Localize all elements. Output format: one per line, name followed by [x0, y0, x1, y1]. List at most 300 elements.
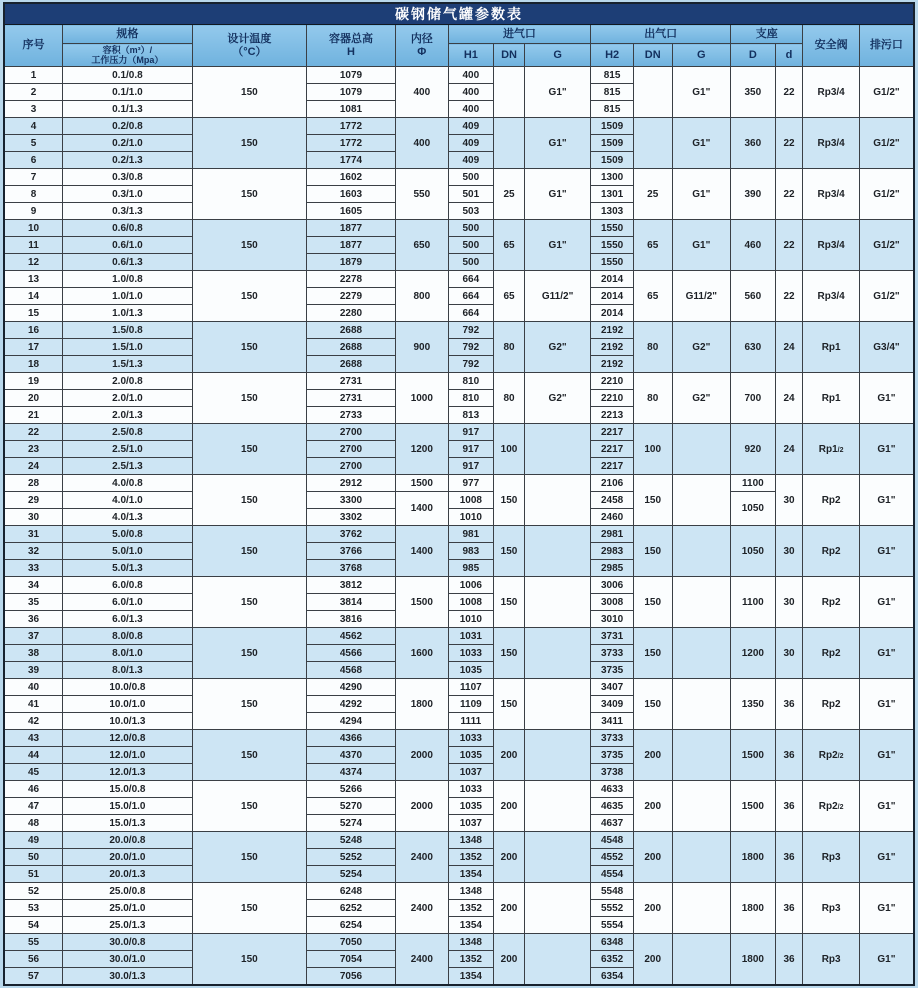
cell-dn-outlet: 150 — [633, 526, 672, 577]
cell-spec: 8.0/1.0 — [63, 645, 193, 662]
cell-h2: 2213 — [591, 407, 634, 424]
cell-design-temp: 150 — [192, 373, 306, 424]
cell-support-d-big: 390 — [731, 169, 776, 220]
cell-h2: 2981 — [591, 526, 634, 543]
cell-seq: 50 — [4, 849, 63, 866]
cell-h1: 917 — [448, 424, 494, 441]
table-row — [4, 730, 914, 747]
cell-h2: 3010 — [591, 611, 634, 628]
cell-spec: 12.0/0.8 — [63, 730, 193, 747]
cell-drain: G1" — [859, 679, 914, 730]
cell-inner-diameter: 1000 — [396, 373, 449, 424]
cell-drain: G1/2" — [859, 118, 914, 169]
cell-g-outlet: G1" — [672, 169, 731, 220]
table-row — [4, 169, 914, 186]
cell-dn-inlet — [494, 67, 525, 118]
cell-h2: 4635 — [591, 798, 634, 815]
cell-total-height: 5248 — [306, 832, 395, 849]
cell-seq: 46 — [4, 781, 63, 798]
safety-valve-main: Rp2 — [821, 647, 841, 659]
cell-inner-diameter: 1500 — [396, 577, 449, 628]
cell-total-height: 6248 — [306, 883, 395, 900]
cell-h1: 400 — [448, 101, 494, 118]
cell-g-outlet — [672, 526, 731, 577]
cell-seq: 31 — [4, 526, 63, 543]
cell-seq: 53 — [4, 900, 63, 917]
cell-total-height: 1879 — [306, 254, 395, 271]
cell-total-height: 2280 — [306, 305, 395, 322]
col-header-drain: 排污口 — [859, 25, 914, 67]
cell-seq: 21 — [4, 407, 63, 424]
cell-drain: G1" — [859, 424, 914, 475]
cell-drain: G1/2" — [859, 220, 914, 271]
cell-h1: 1348 — [448, 832, 494, 849]
cell-safety-valve — [803, 67, 860, 118]
col-header-temp-line2: （°C） — [232, 45, 267, 58]
cell-inner-diameter: 2400 — [396, 934, 449, 986]
cell-support-d-big: 1800 — [731, 883, 776, 934]
cell-total-height: 6254 — [306, 917, 395, 934]
cell-h2: 1300 — [591, 169, 634, 186]
cell-seq: 45 — [4, 764, 63, 781]
cell-spec: 0.1/1.3 — [63, 101, 193, 118]
cell-total-height: 4292 — [306, 696, 395, 713]
cell-h1: 917 — [448, 441, 494, 458]
safety-valve-main: Rp2 — [821, 698, 841, 710]
safety-valve-main: Rp2 — [818, 800, 838, 812]
cell-total-height: 2700 — [306, 424, 395, 441]
cell-g-outlet: G1" — [672, 220, 731, 271]
cell-h2: 1550 — [591, 237, 634, 254]
col-header-dn-outlet: DN — [633, 44, 672, 67]
col-header-height-line2: H — [347, 45, 355, 58]
cell-dn-inlet: 200 — [494, 730, 525, 781]
cell-spec: 10.0/1.3 — [63, 713, 193, 730]
cell-support-d-small: 36 — [775, 730, 803, 781]
cell-g-outlet — [672, 475, 731, 526]
cell-total-height: 1079 — [306, 67, 395, 84]
cell-h1: 1107 — [448, 679, 494, 696]
cell-seq: 35 — [4, 594, 63, 611]
cell-h2: 3411 — [591, 713, 634, 730]
cell-seq: 41 — [4, 696, 63, 713]
cell-support-d-big: 1100 — [731, 577, 776, 628]
cell-h1: 1352 — [448, 849, 494, 866]
cell-spec: 0.6/1.0 — [63, 237, 193, 254]
cell-support-d-small: 36 — [775, 781, 803, 832]
cell-total-height: 2731 — [306, 373, 395, 390]
cell-total-height: 1772 — [306, 118, 395, 135]
cell-h2: 4554 — [591, 866, 634, 883]
cell-total-height: 2700 — [306, 458, 395, 475]
cell-total-height: 2700 — [306, 441, 395, 458]
cell-support-d-small: 24 — [775, 424, 803, 475]
col-header-total-height — [306, 25, 395, 67]
cell-design-temp: 150 — [192, 628, 306, 679]
cell-h2: 2217 — [591, 424, 634, 441]
cell-total-height: 4374 — [306, 764, 395, 781]
cell-dn-outlet: 150 — [633, 475, 672, 526]
cell-dn-outlet: 65 — [633, 271, 672, 322]
cell-dn-outlet: 150 — [633, 577, 672, 628]
cell-g-outlet — [672, 883, 731, 934]
cell-h2: 2460 — [591, 509, 634, 526]
cell-h1: 1037 — [448, 764, 494, 781]
cell-design-temp: 150 — [192, 322, 306, 373]
cell-seq: 34 — [4, 577, 63, 594]
cell-total-height: 1877 — [306, 237, 395, 254]
cell-h1: 1033 — [448, 730, 494, 747]
table-row — [4, 67, 914, 84]
cell-h1: 1035 — [448, 662, 494, 679]
cell-total-height: 4366 — [306, 730, 395, 747]
cell-h2: 2192 — [591, 356, 634, 373]
cell-safety-valve — [803, 373, 860, 424]
cell-drain: G1" — [859, 526, 914, 577]
safety-valve-main: Rp2 — [821, 494, 841, 506]
cell-support-d-small: 22 — [775, 220, 803, 271]
table-row — [4, 475, 914, 492]
table-row — [4, 220, 914, 237]
cell-total-height: 1605 — [306, 203, 395, 220]
cell-g-inlet — [524, 934, 590, 986]
cell-spec: 5.0/1.3 — [63, 560, 193, 577]
cell-seq: 9 — [4, 203, 63, 220]
cell-spec: 1.0/1.0 — [63, 288, 193, 305]
cell-inner-diameter: 2400 — [396, 832, 449, 883]
cell-h2: 3733 — [591, 730, 634, 747]
cell-g-outlet: G11/2" — [672, 271, 731, 322]
cell-g-outlet: G2" — [672, 373, 731, 424]
cell-h2: 3409 — [591, 696, 634, 713]
cell-total-height: 5254 — [306, 866, 395, 883]
cell-inner-diameter: 900 — [396, 322, 449, 373]
safety-valve-main: Rp2 — [821, 596, 841, 608]
cell-spec: 0.2/1.0 — [63, 135, 193, 152]
cell-drain: G1" — [859, 781, 914, 832]
cell-drain: G1/2" — [859, 271, 914, 322]
cell-spec: 10.0/0.8 — [63, 679, 193, 696]
cell-total-height: 4566 — [306, 645, 395, 662]
cell-support-d-small: 36 — [775, 883, 803, 934]
cell-support-d-small: 24 — [775, 373, 803, 424]
cell-spec: 10.0/1.0 — [63, 696, 193, 713]
cell-spec: 15.0/1.3 — [63, 815, 193, 832]
safety-valve-main: Rp1 — [821, 341, 841, 353]
cell-seq: 13 — [4, 271, 63, 288]
cell-seq: 6 — [4, 152, 63, 169]
cell-h1: 400 — [448, 84, 494, 101]
cell-h1: 500 — [448, 254, 494, 271]
cell-safety-valve — [803, 118, 860, 169]
cell-dn-inlet: 200 — [494, 781, 525, 832]
cell-h1: 917 — [448, 458, 494, 475]
cell-h1: 664 — [448, 271, 494, 288]
cell-h2: 2983 — [591, 543, 634, 560]
cell-total-height: 6252 — [306, 900, 395, 917]
cell-h1: 503 — [448, 203, 494, 220]
cell-h2: 2192 — [591, 322, 634, 339]
cell-safety-valve — [803, 934, 860, 986]
cell-spec: 2.5/0.8 — [63, 424, 193, 441]
cell-inner-diameter: 800 — [396, 271, 449, 322]
cell-dn-inlet: 65 — [494, 271, 525, 322]
cell-h1: 409 — [448, 118, 494, 135]
table-row — [4, 781, 914, 798]
cell-safety-valve — [803, 322, 860, 373]
cell-seq: 30 — [4, 509, 63, 526]
cell-design-temp: 150 — [192, 475, 306, 526]
cell-total-height: 2279 — [306, 288, 395, 305]
cell-h1: 1008 — [448, 492, 494, 509]
cell-h1: 664 — [448, 288, 494, 305]
col-header-inlet: 进气口 — [448, 25, 591, 44]
cell-spec: 0.3/1.0 — [63, 186, 193, 203]
cell-total-height: 2688 — [306, 356, 395, 373]
cell-seq: 22 — [4, 424, 63, 441]
cell-h1: 792 — [448, 322, 494, 339]
cell-h2: 5554 — [591, 917, 634, 934]
cell-h2: 6352 — [591, 951, 634, 968]
cell-inner-diameter: 1200 — [396, 424, 449, 475]
cell-h1: 810 — [448, 390, 494, 407]
cell-total-height: 5274 — [306, 815, 395, 832]
cell-dn-inlet: 200 — [494, 883, 525, 934]
col-header-temp-line1: 设计温度 — [227, 33, 272, 46]
cell-seq: 54 — [4, 917, 63, 934]
col-header-outlet: 出气口 — [591, 25, 731, 44]
cell-spec: 4.0/1.3 — [63, 509, 193, 526]
cell-h2: 2014 — [591, 271, 634, 288]
cell-h1: 1010 — [448, 509, 494, 526]
cell-h2: 815 — [591, 101, 634, 118]
cell-spec: 20.0/1.0 — [63, 849, 193, 866]
cell-inner-diameter: 2000 — [396, 730, 449, 781]
cell-safety-valve — [803, 628, 860, 679]
cell-total-height: 4294 — [306, 713, 395, 730]
cell-total-height: 2688 — [306, 322, 395, 339]
cell-h2: 6354 — [591, 968, 634, 986]
cell-h1: 983 — [448, 543, 494, 560]
cell-spec: 6.0/1.0 — [63, 594, 193, 611]
cell-dn-outlet: 200 — [633, 934, 672, 986]
cell-seq: 5 — [4, 135, 63, 152]
cell-h2: 4548 — [591, 832, 634, 849]
cell-safety-valve — [803, 526, 860, 577]
cell-seq: 55 — [4, 934, 63, 951]
cell-h1: 1033 — [448, 781, 494, 798]
cell-drain: G1" — [859, 577, 914, 628]
cell-seq: 16 — [4, 322, 63, 339]
cell-support-d-big: 700 — [731, 373, 776, 424]
cell-drain: G1/2" — [859, 169, 914, 220]
cell-h1: 1031 — [448, 628, 494, 645]
cell-h1: 1010 — [448, 611, 494, 628]
cell-dn-inlet: 100 — [494, 424, 525, 475]
cell-dn-outlet: 80 — [633, 373, 672, 424]
cell-design-temp: 150 — [192, 526, 306, 577]
cell-inner-diameter: 2400 — [396, 883, 449, 934]
safety-valve-main: Rp3 — [821, 902, 841, 914]
cell-spec: 8.0/0.8 — [63, 628, 193, 645]
col-header-spec: 规格 — [63, 25, 193, 44]
cell-drain: G1" — [859, 475, 914, 526]
cell-safety-valve — [803, 883, 860, 934]
cell-h2: 1301 — [591, 186, 634, 203]
cell-safety-valve — [803, 679, 860, 730]
cell-h1: 1035 — [448, 747, 494, 764]
cell-h2: 2985 — [591, 560, 634, 577]
cell-h1: 501 — [448, 186, 494, 203]
cell-g-inlet: G1" — [524, 220, 590, 271]
cell-g-outlet — [672, 424, 731, 475]
cell-spec: 0.2/1.3 — [63, 152, 193, 169]
table-title: 碳钢储气罐参数表 — [4, 3, 914, 25]
cell-h2: 1509 — [591, 135, 634, 152]
cell-h1: 500 — [448, 237, 494, 254]
cell-dn-outlet — [633, 67, 672, 118]
col-header-dia-line1: 内径 — [410, 33, 433, 46]
cell-spec: 2.0/1.3 — [63, 407, 193, 424]
cell-h2: 2458 — [591, 492, 634, 509]
cell-seq: 2 — [4, 84, 63, 101]
cell-dn-outlet: 200 — [633, 883, 672, 934]
cell-g-inlet: G1" — [524, 169, 590, 220]
cell-support-d-big: 1050 — [731, 492, 776, 526]
cell-spec: 1.5/1.3 — [63, 356, 193, 373]
cell-h2: 3738 — [591, 764, 634, 781]
cell-support-d-big: 460 — [731, 220, 776, 271]
cell-drain: G1" — [859, 883, 914, 934]
cell-seq: 1 — [4, 67, 63, 84]
table-row — [4, 373, 914, 390]
cell-g-inlet — [524, 475, 590, 526]
cell-support-d-small: 22 — [775, 271, 803, 322]
safety-valve-main: Rp2 — [818, 749, 838, 761]
cell-h2: 6348 — [591, 934, 634, 951]
table-row — [4, 628, 914, 645]
cell-h1: 400 — [448, 67, 494, 84]
cell-support-d-big: 1050 — [731, 526, 776, 577]
cell-safety-valve — [803, 271, 860, 322]
cell-spec: 30.0/0.8 — [63, 934, 193, 951]
cell-h2: 3731 — [591, 628, 634, 645]
table-body — [4, 67, 914, 986]
cell-spec: 15.0/1.0 — [63, 798, 193, 815]
cell-total-height: 3302 — [306, 509, 395, 526]
cell-spec: 2.0/1.0 — [63, 390, 193, 407]
cell-design-temp: 150 — [192, 118, 306, 169]
cell-total-height: 1081 — [306, 101, 395, 118]
col-header-h2: H2 — [591, 44, 634, 67]
cell-seq: 4 — [4, 118, 63, 135]
cell-support-d-small: 22 — [775, 67, 803, 118]
cell-dn-inlet: 150 — [494, 679, 525, 730]
cell-h1: 977 — [448, 475, 494, 492]
cell-g-inlet: G1" — [524, 118, 590, 169]
safety-valve-main: Rp3 — [821, 851, 841, 863]
cell-seq: 3 — [4, 101, 63, 118]
cell-seq: 57 — [4, 968, 63, 986]
col-header-temp — [192, 25, 306, 67]
cell-spec: 8.0/1.3 — [63, 662, 193, 679]
cell-support-d-big: 1350 — [731, 679, 776, 730]
cell-total-height: 4568 — [306, 662, 395, 679]
cell-support-d-big: 630 — [731, 322, 776, 373]
cell-spec: 0.2/0.8 — [63, 118, 193, 135]
cell-spec: 4.0/1.0 — [63, 492, 193, 509]
cell-spec: 2.5/1.0 — [63, 441, 193, 458]
cell-h1: 1037 — [448, 815, 494, 832]
col-header-g-inlet: G — [524, 44, 590, 67]
cell-g-outlet — [672, 730, 731, 781]
cell-dn-inlet: 150 — [494, 577, 525, 628]
cell-drain: G1/2" — [859, 67, 914, 118]
cell-h2: 2014 — [591, 288, 634, 305]
cell-total-height: 1774 — [306, 152, 395, 169]
cell-support-d-big: 1500 — [731, 730, 776, 781]
cell-total-height: 1877 — [306, 220, 395, 237]
cell-spec: 25.0/1.3 — [63, 917, 193, 934]
cell-total-height: 2733 — [306, 407, 395, 424]
cell-total-height: 2278 — [306, 271, 395, 288]
col-header-spec-sub-line2: 工作压力（Mpa） — [91, 55, 164, 65]
safety-valve-main: Rp1 — [821, 392, 841, 404]
cell-support-d-big: 1200 — [731, 628, 776, 679]
cell-h1: 1008 — [448, 594, 494, 611]
cell-seq: 24 — [4, 458, 63, 475]
cell-safety-valve — [803, 730, 860, 781]
cell-g-outlet: G1" — [672, 67, 731, 118]
cell-h2: 1509 — [591, 152, 634, 169]
cell-support-d-small: 30 — [775, 628, 803, 679]
cell-spec: 15.0/0.8 — [63, 781, 193, 798]
cell-safety-valve — [803, 220, 860, 271]
col-header-dia-line2: Φ — [417, 45, 427, 58]
cell-total-height: 3762 — [306, 526, 395, 543]
cell-g-inlet: G2" — [524, 373, 590, 424]
cell-h1: 664 — [448, 305, 494, 322]
cell-h1: 1354 — [448, 917, 494, 934]
cell-drain: G1" — [859, 934, 914, 986]
col-header-inner-diameter — [396, 25, 449, 67]
cell-spec: 2.5/1.3 — [63, 458, 193, 475]
cell-support-d-big: 360 — [731, 118, 776, 169]
cell-h2: 1550 — [591, 220, 634, 237]
cell-spec: 0.6/0.8 — [63, 220, 193, 237]
cell-seq: 28 — [4, 475, 63, 492]
cell-h1: 981 — [448, 526, 494, 543]
cell-g-inlet: G1" — [524, 67, 590, 118]
cell-h1: 1035 — [448, 798, 494, 815]
cell-h1: 500 — [448, 220, 494, 237]
cell-support-d-small: 36 — [775, 679, 803, 730]
cell-h2: 2210 — [591, 373, 634, 390]
cell-h1: 792 — [448, 339, 494, 356]
cell-total-height: 5270 — [306, 798, 395, 815]
cell-g-inlet — [524, 526, 590, 577]
cell-h2: 4633 — [591, 781, 634, 798]
cell-safety-valve — [803, 577, 860, 628]
cell-inner-diameter: 400 — [396, 118, 449, 169]
cell-drain: G3/4" — [859, 322, 914, 373]
cell-h1: 985 — [448, 560, 494, 577]
cell-total-height: 7056 — [306, 968, 395, 986]
cell-design-temp: 150 — [192, 424, 306, 475]
cell-dn-inlet: 80 — [494, 373, 525, 424]
cell-dn-inlet: 150 — [494, 475, 525, 526]
col-header-spec-sub — [63, 44, 193, 67]
